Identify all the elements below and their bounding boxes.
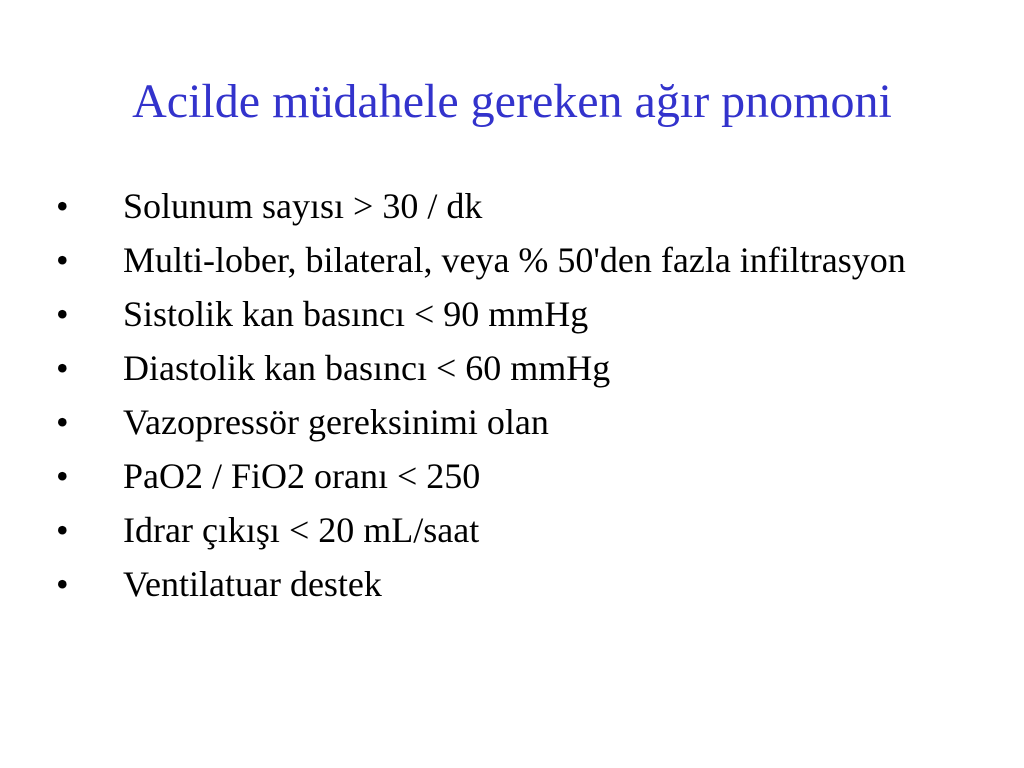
list-item xyxy=(56,564,956,605)
slide-title: Acilde müdahele gereken ağır pnomoni xyxy=(132,75,892,128)
list-item xyxy=(56,510,956,551)
bullet-icon: • xyxy=(56,294,69,334)
list-item-text: PaO2 / FiO2 oranı < 250 xyxy=(123,456,481,496)
bullet-icon: • xyxy=(56,564,69,604)
list-item-text: Multi-lober, bilateral, veya % 50'den fazla infiltrasyon xyxy=(123,240,906,280)
list-item-text: Sistolik kan basıncı < 90 mmHg xyxy=(123,294,589,334)
list-item-text: Vazopressör gereksinimi olan xyxy=(123,402,549,442)
list-item-text: Idrar çıkışı < 20 mL/saat xyxy=(123,510,480,550)
list-item-text: Diastolik kan basıncı < 60 mmHg xyxy=(123,348,611,388)
list-item xyxy=(56,240,956,281)
bullet-icon: • xyxy=(56,186,69,226)
list-item xyxy=(56,348,956,389)
bullet-icon: • xyxy=(56,348,69,388)
bullet-icon: • xyxy=(56,402,69,442)
list-item xyxy=(56,456,956,497)
bullet-icon: • xyxy=(56,510,69,550)
bullet-icon: • xyxy=(56,456,69,496)
bullet-list xyxy=(56,186,956,618)
list-item xyxy=(56,402,956,443)
list-item-text: Solunum sayısı > 30 / dk xyxy=(123,186,483,226)
list-item xyxy=(56,186,956,227)
list-item xyxy=(56,294,956,335)
list-item-text: Ventilatuar destek xyxy=(123,564,382,604)
bullet-icon: • xyxy=(56,240,69,280)
